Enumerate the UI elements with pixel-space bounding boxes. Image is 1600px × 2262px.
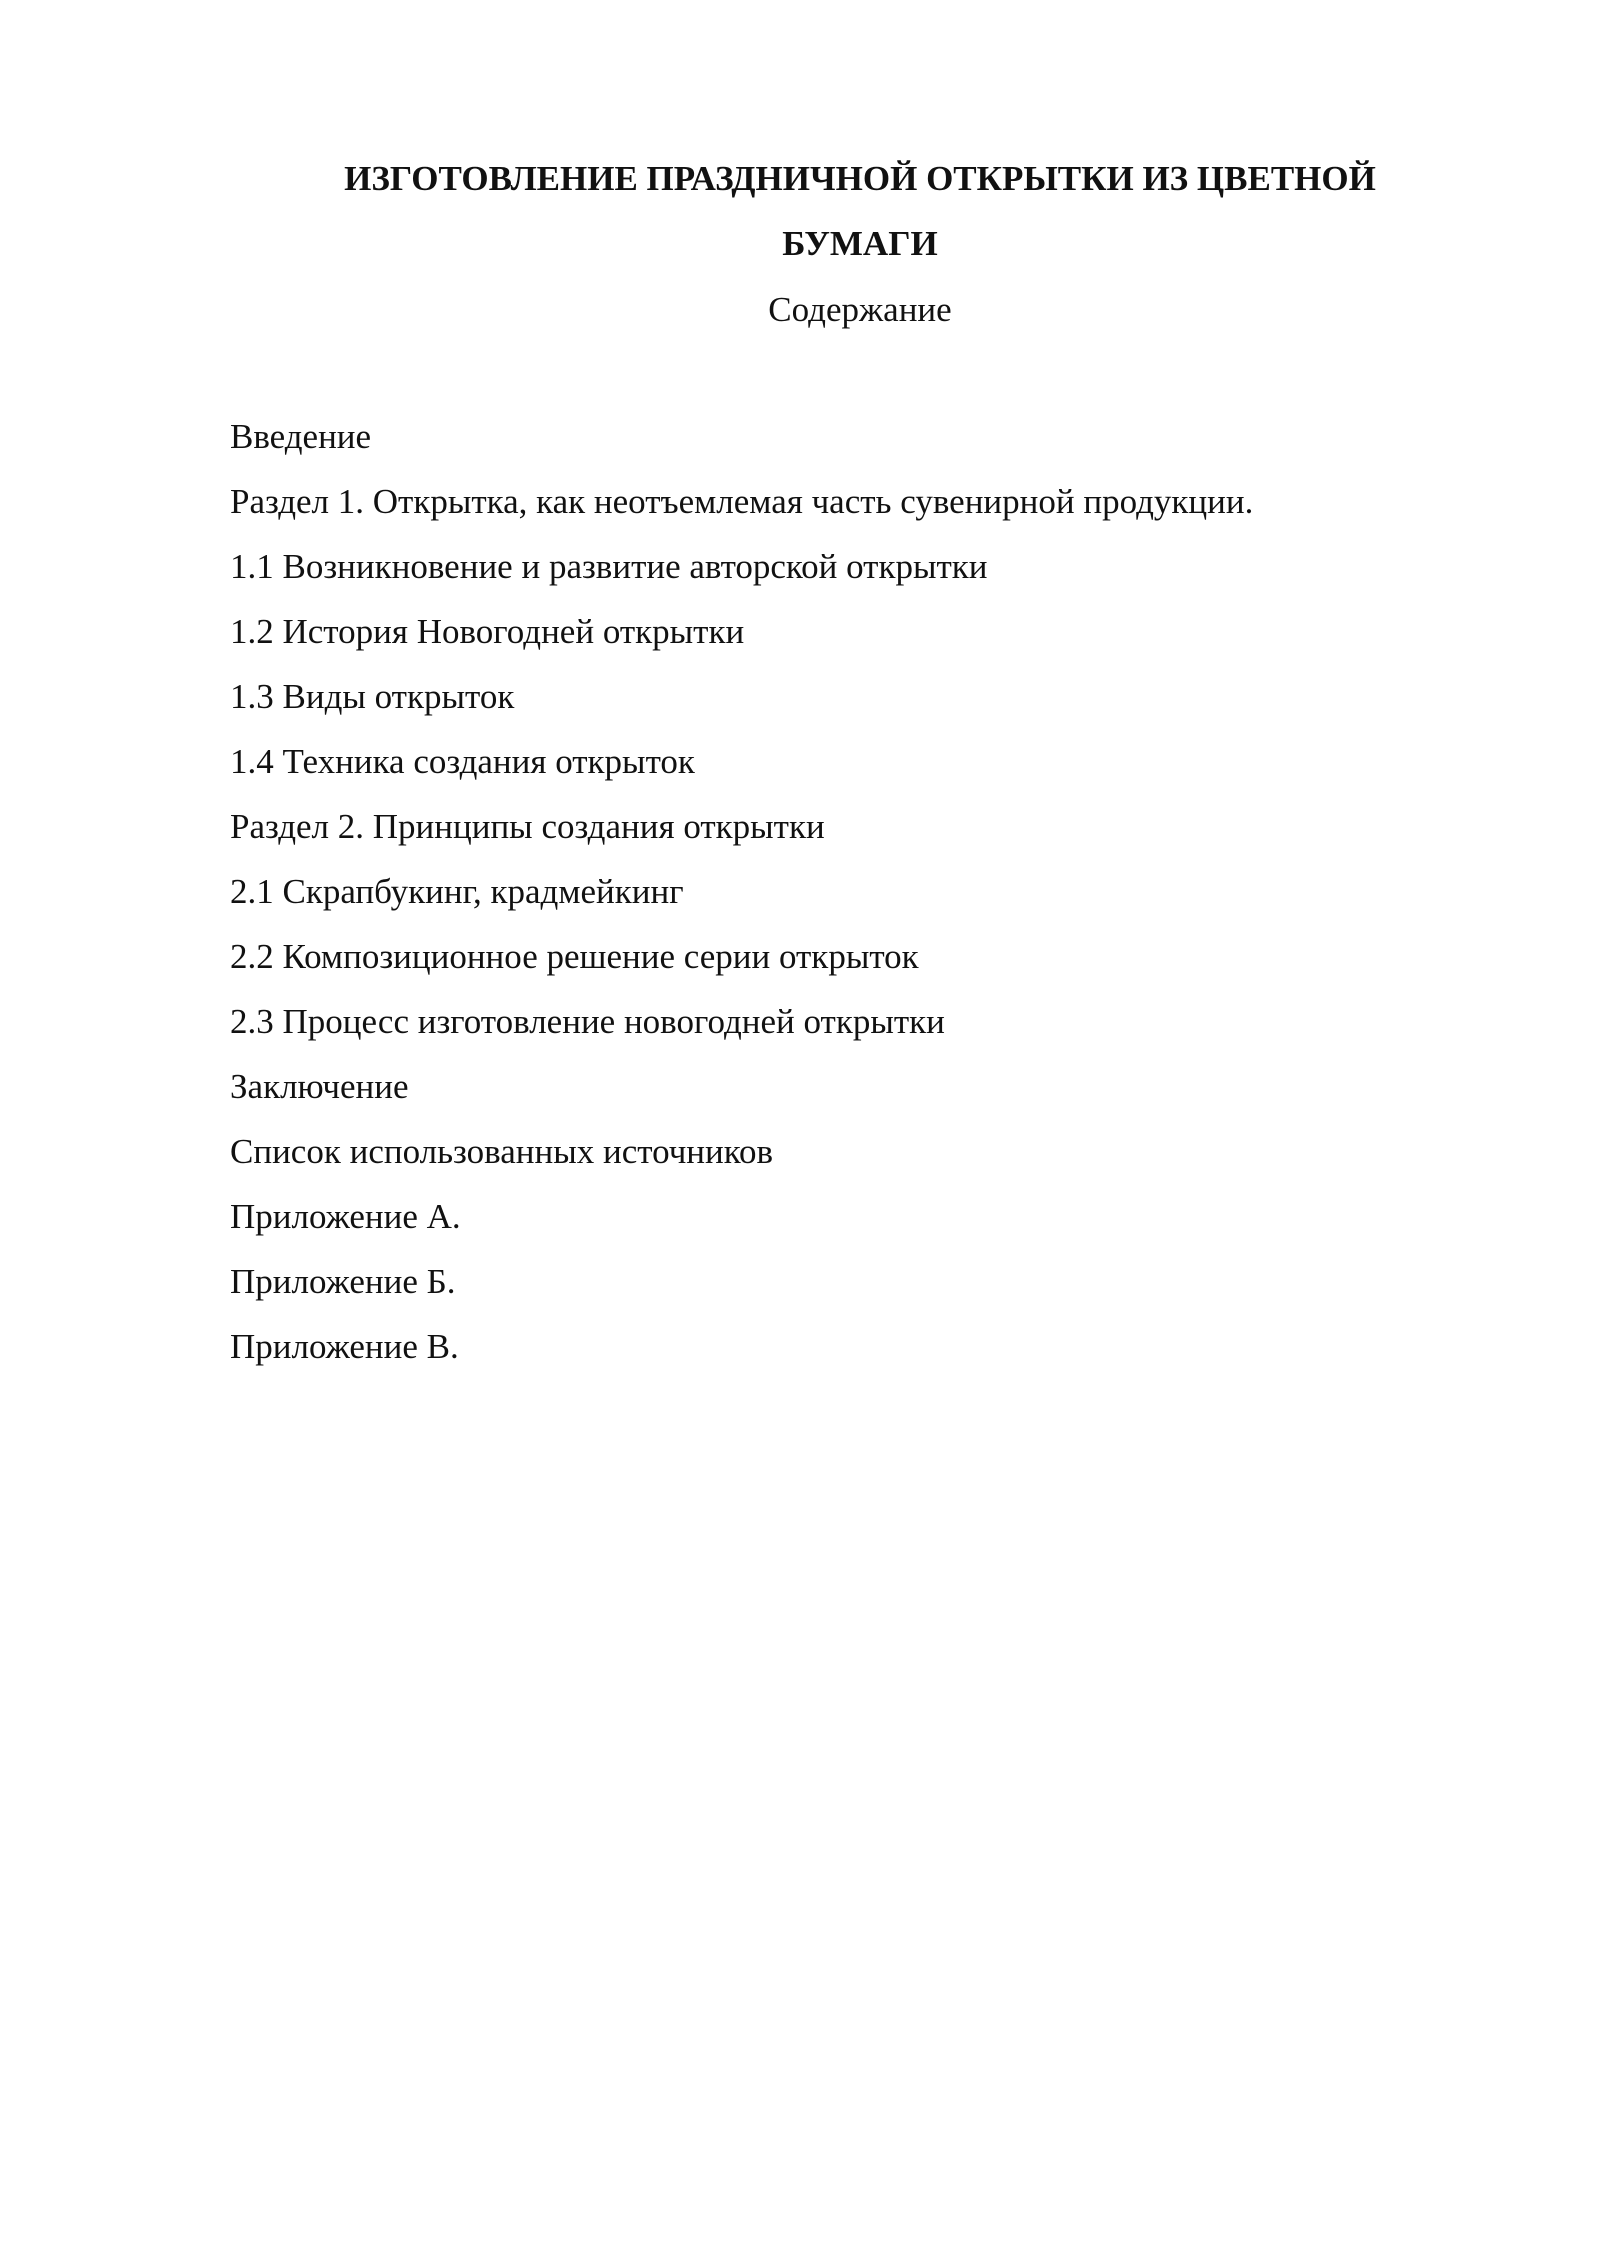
toc-item: Приложение В. xyxy=(230,1327,459,1366)
toc-item: 1.4 Техника создания открыток xyxy=(230,742,695,781)
toc-item: Заключение xyxy=(230,1067,409,1106)
toc-item: 2.1 Скрапбукинг, крадмейкинг xyxy=(230,872,684,911)
toc-item: Раздел 2. Принципы создания открытки xyxy=(230,807,825,846)
toc-item: 1.1 Возникновение и развитие авторской открытки xyxy=(230,547,988,586)
toc-item: 1.2 История Новогодней открытки xyxy=(230,612,745,651)
toc-item: 2.2 Композиционное решение серии открыток xyxy=(230,937,919,976)
toc-item: Приложение А. xyxy=(230,1197,461,1236)
toc-item: Введение xyxy=(230,417,372,456)
title-line-1: ИЗГОТОВЛЕНИЕ ПРАЗДНИЧНОЙ ОТКРЫТКИ ИЗ ЦВЕТНОЙ xyxy=(344,159,1376,198)
title-line-2: БУМАГИ xyxy=(782,224,938,263)
toc-item: 2.3 Процесс изготовление новогодней открытки xyxy=(230,1002,945,1041)
toc-item: Раздел 1. Открытка, как неотъемлемая часть сувенирной продукции. xyxy=(230,482,1254,521)
toc-item: Приложение Б. xyxy=(230,1262,456,1301)
table-of-contents xyxy=(230,404,1490,1379)
toc-item: Список использованных источников xyxy=(230,1132,774,1171)
document-title xyxy=(230,146,1490,276)
toc-heading: Содержание xyxy=(768,290,952,329)
toc-item: 1.3 Виды открыток xyxy=(230,677,515,716)
